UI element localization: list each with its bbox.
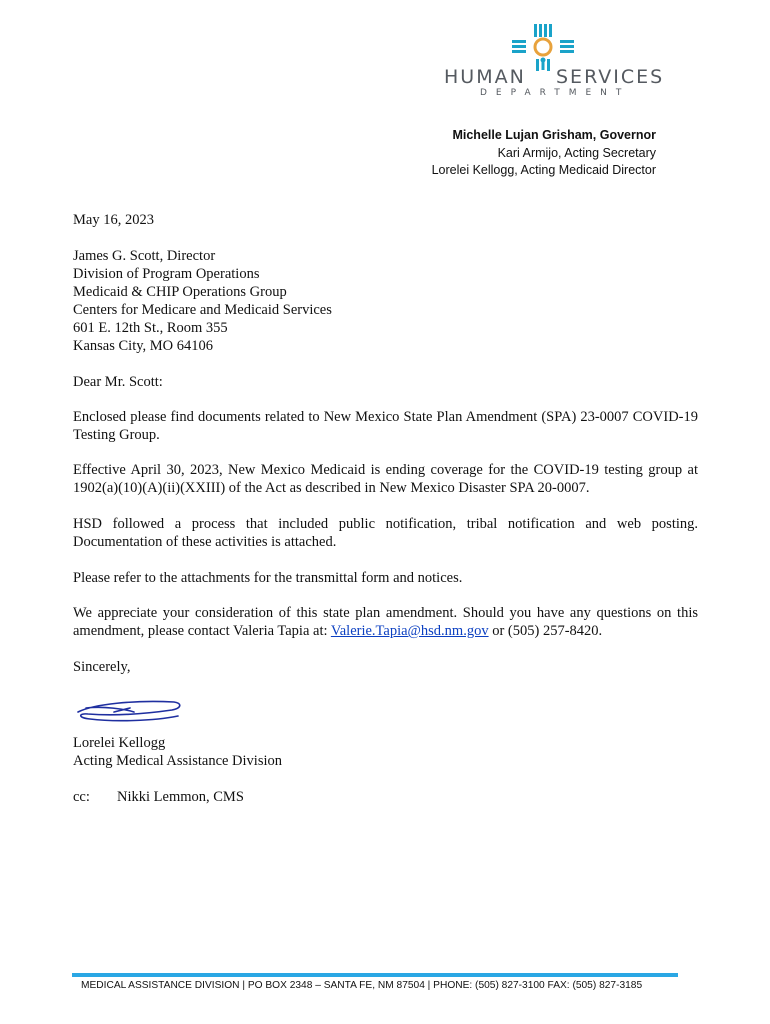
logo-word-human: HUMAN	[444, 66, 526, 88]
recipient-line: Kansas City, MO 64106	[73, 338, 214, 354]
medicaid-director-line: Lorelei Kellogg, Acting Medicaid Director	[431, 163, 656, 177]
signer-name: Lorelei Kellogg	[73, 735, 166, 751]
paragraph-3: HSD followed a process that included public notification, tribal notification and web posting. Documentation of these activities is attached.	[73, 516, 698, 550]
paragraph-2: Effective April 30, 2023, New Mexico Medicaid is ending coverage for the COVID-19 testing group at 1902(a)(10)(A)(ii)(XXIII) of the Act as described in New Mexico Disaster SPA 20-0007.	[73, 462, 698, 496]
hsd-logo	[444, 24, 665, 104]
paragraph-4: Please refer to the attachments for the transmittal form and notices.	[73, 570, 463, 586]
recipient-line: Division of Program Operations	[73, 266, 260, 282]
signer-block	[73, 734, 698, 770]
footer-divider	[72, 973, 678, 977]
recipient-line: James G. Scott, Director	[73, 248, 216, 264]
contact-email-link[interactable]: Valerie.Tapia@hsd.nm.gov	[330, 623, 489, 639]
recipient-line: 601 E. 12th St., Room 355	[73, 320, 228, 336]
paragraph-5-phone: or (505) 257-8420.	[488, 623, 603, 639]
date-text: May 16, 2023	[73, 212, 154, 228]
cc-recipient: Nikki Lemmon, CMS	[117, 789, 244, 805]
paragraph-5	[73, 604, 698, 640]
signer-title: Acting Medical Assistance Division	[73, 753, 283, 769]
logo-word-services: SERVICES	[556, 66, 665, 88]
logo-word-department: DEPARTMENT	[480, 88, 631, 98]
recipient-address	[73, 247, 698, 355]
handwritten-signature	[74, 694, 184, 728]
recipient-line: Medicaid & CHIP Operations Group	[73, 284, 287, 300]
zia-sun-icon	[512, 24, 574, 72]
paragraph-5-text: We appreciate your consideration of this state plan amendment. Should you have any questions on this amendment, please contact Valeria Tapia at:	[73, 605, 698, 639]
secretary-line: Kari Armijo, Acting Secretary	[497, 145, 656, 160]
footer-address: MEDICAL ASSISTANCE DIVISION | PO BOX 2348 – SANTA FE, NM 87504 | PHONE: (505) 827-3100 FAX: (505) 827-3185	[81, 980, 643, 991]
salutation	[73, 373, 698, 391]
governor-line: Michelle Lujan Grisham, Governor	[452, 128, 656, 142]
paragraph-1: Enclosed please find documents related to New Mexico State Plan Amendment (SPA) 23-0007 COVID-19 Testing Group.	[73, 409, 698, 443]
closing	[73, 658, 698, 676]
closing-text: Sincerely,	[73, 659, 131, 675]
letterhead-officials	[432, 127, 656, 180]
salutation-text: Dear Mr. Scott:	[73, 374, 163, 390]
letter-date	[73, 211, 698, 229]
cc-label: cc:	[73, 789, 90, 805]
recipient-line: Centers for Medicare and Medicaid Services	[73, 302, 332, 318]
